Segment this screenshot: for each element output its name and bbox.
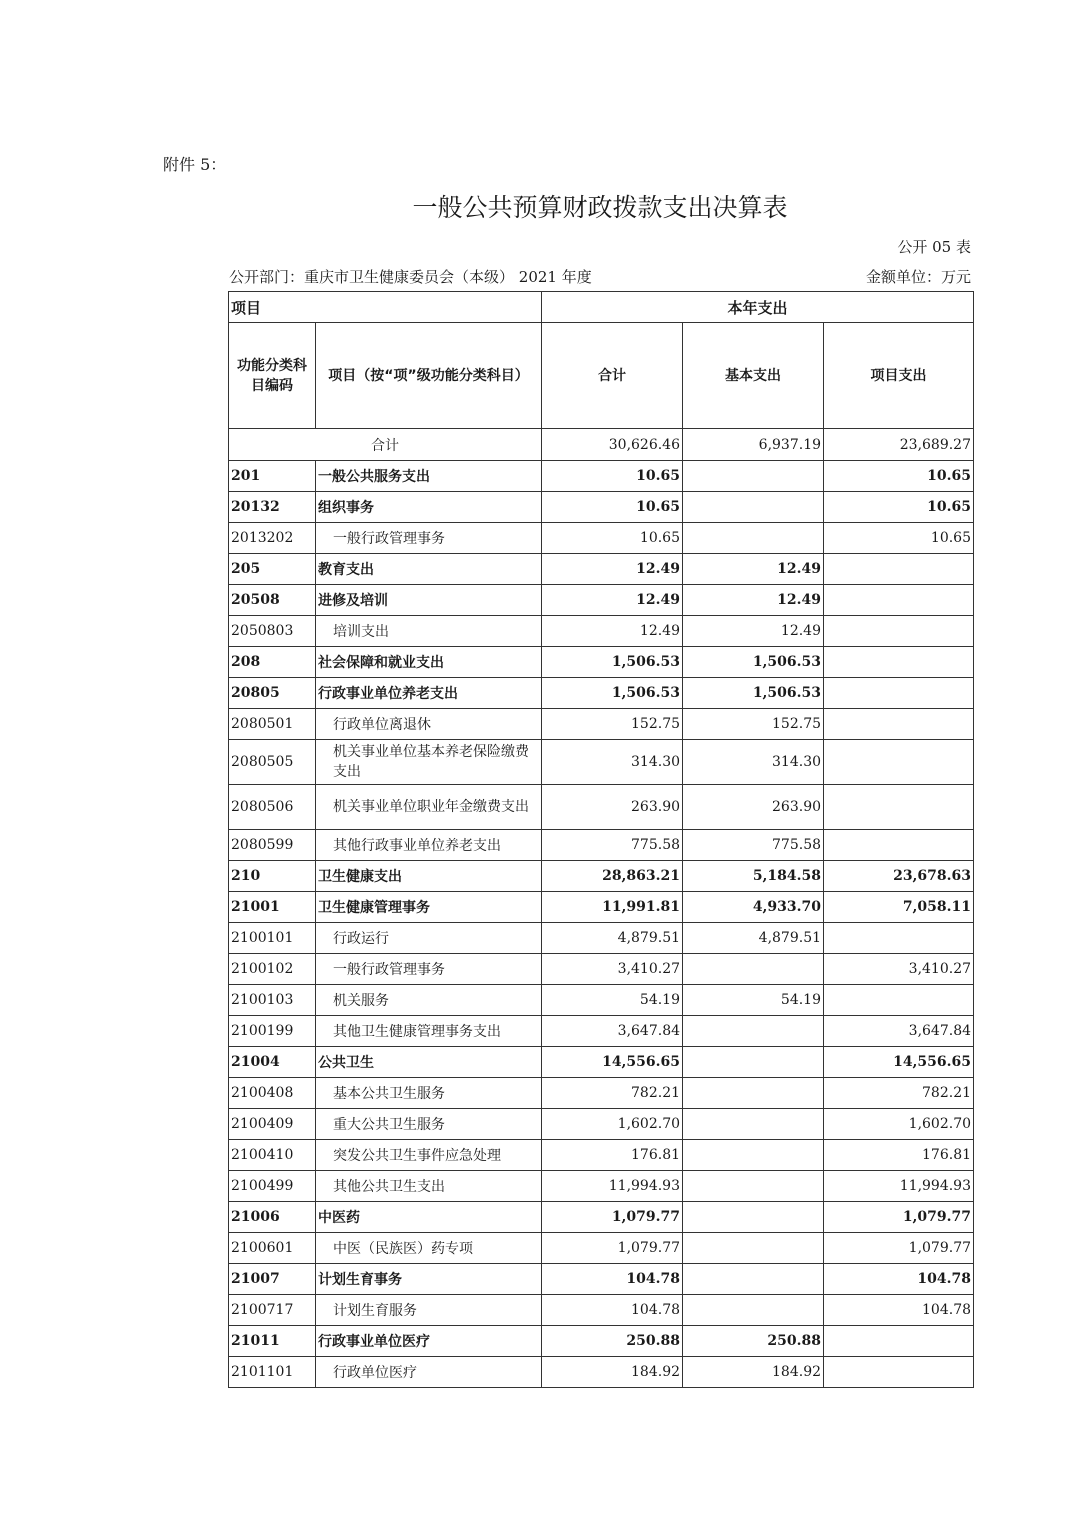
row-code: 21011 xyxy=(229,1326,316,1357)
table-row xyxy=(229,1109,974,1140)
total-row-project: 23,689.27 xyxy=(824,429,974,461)
table-row xyxy=(229,740,974,785)
row-project: 7,058.11 xyxy=(824,892,974,923)
row-project xyxy=(824,709,974,740)
table-row xyxy=(229,1264,974,1295)
row-code: 2080599 xyxy=(229,830,316,861)
row-total: 11,991.81 xyxy=(542,892,683,923)
table-row xyxy=(229,554,974,585)
row-name: 一般公共服务支出 xyxy=(316,461,542,492)
table-row xyxy=(229,1047,974,1078)
header-current-year: 本年支出 xyxy=(542,292,974,323)
row-name: 一般行政管理事务 xyxy=(316,523,542,554)
row-total: 54.19 xyxy=(542,985,683,1016)
row-total: 176.81 xyxy=(542,1140,683,1171)
row-basic xyxy=(683,1047,824,1078)
row-code: 2013202 xyxy=(229,523,316,554)
row-name: 进修及培训 xyxy=(316,585,542,616)
page-title: 一般公共预算财政拨款支出决算表 xyxy=(412,193,788,222)
table-row xyxy=(229,1202,974,1233)
form-number: 公开 05 表 xyxy=(897,238,971,256)
row-total: 12.49 xyxy=(542,554,683,585)
table-row xyxy=(229,985,974,1016)
row-basic xyxy=(683,1202,824,1233)
row-total: 314.30 xyxy=(542,740,683,785)
row-name: 中医（民族医）药专项 xyxy=(316,1233,542,1264)
table-row xyxy=(229,1078,974,1109)
row-basic: 314.30 xyxy=(683,740,824,785)
table-row xyxy=(229,1171,974,1202)
table-row xyxy=(229,709,974,740)
row-project: 10.65 xyxy=(824,461,974,492)
row-code: 21001 xyxy=(229,892,316,923)
row-total: 1,602.70 xyxy=(542,1109,683,1140)
row-basic xyxy=(683,1078,824,1109)
row-basic: 12.49 xyxy=(683,616,824,647)
row-basic xyxy=(683,1016,824,1047)
table-row xyxy=(229,892,974,923)
row-basic xyxy=(683,1109,824,1140)
row-code: 208 xyxy=(229,647,316,678)
row-name: 突发公共卫生事件应急处理 xyxy=(316,1140,542,1171)
row-total: 1,079.77 xyxy=(542,1233,683,1264)
table-row xyxy=(229,616,974,647)
row-name: 行政单位医疗 xyxy=(316,1357,542,1388)
row-total: 10.65 xyxy=(542,523,683,554)
row-name: 卫生健康管理事务 xyxy=(316,892,542,923)
row-project xyxy=(824,678,974,709)
row-code: 2100717 xyxy=(229,1295,316,1326)
row-total: 11,994.93 xyxy=(542,1171,683,1202)
row-basic xyxy=(683,461,824,492)
table-row xyxy=(229,1357,974,1388)
row-project xyxy=(824,923,974,954)
row-basic: 184.92 xyxy=(683,1357,824,1388)
row-code: 20132 xyxy=(229,492,316,523)
row-name: 一般行政管理事务 xyxy=(316,954,542,985)
row-total: 1,506.53 xyxy=(542,647,683,678)
row-basic: 1,506.53 xyxy=(683,678,824,709)
row-project: 1,079.77 xyxy=(824,1233,974,1264)
row-name: 行政事业单位医疗 xyxy=(316,1326,542,1357)
table-row xyxy=(229,923,974,954)
row-project: 176.81 xyxy=(824,1140,974,1171)
row-total: 104.78 xyxy=(542,1295,683,1326)
total-row-total: 30,626.46 xyxy=(542,429,683,461)
row-name: 其他行政事业单位养老支出 xyxy=(316,830,542,861)
row-total: 104.78 xyxy=(542,1264,683,1295)
row-name: 行政事业单位养老支出 xyxy=(316,678,542,709)
row-code: 20805 xyxy=(229,678,316,709)
table-row xyxy=(229,1016,974,1047)
row-basic xyxy=(683,1140,824,1171)
row-code: 205 xyxy=(229,554,316,585)
row-total: 152.75 xyxy=(542,709,683,740)
row-basic xyxy=(683,1295,824,1326)
row-basic xyxy=(683,492,824,523)
row-project: 11,994.93 xyxy=(824,1171,974,1202)
row-project: 14,556.65 xyxy=(824,1047,974,1078)
row-basic: 152.75 xyxy=(683,709,824,740)
row-project: 3,647.84 xyxy=(824,1016,974,1047)
row-project: 104.78 xyxy=(824,1295,974,1326)
row-code: 2100101 xyxy=(229,923,316,954)
row-code: 210 xyxy=(229,861,316,892)
row-total: 12.49 xyxy=(542,585,683,616)
total-row-basic: 6,937.19 xyxy=(683,429,824,461)
row-project: 10.65 xyxy=(824,492,974,523)
row-project: 1,602.70 xyxy=(824,1109,974,1140)
table-row xyxy=(229,492,974,523)
row-code: 2100408 xyxy=(229,1078,316,1109)
row-code: 2100103 xyxy=(229,985,316,1016)
row-code: 201 xyxy=(229,461,316,492)
row-total: 263.90 xyxy=(542,785,683,830)
row-basic: 12.49 xyxy=(683,554,824,585)
row-basic: 1,506.53 xyxy=(683,647,824,678)
row-total: 1,506.53 xyxy=(542,678,683,709)
table-row xyxy=(229,523,974,554)
table-row xyxy=(229,830,974,861)
row-basic xyxy=(683,1233,824,1264)
row-code: 21006 xyxy=(229,1202,316,1233)
department-label: 公开部门：重庆市卫生健康委员会（本级） 2021 年度 xyxy=(229,268,592,286)
row-total: 10.65 xyxy=(542,492,683,523)
row-name: 机关服务 xyxy=(316,985,542,1016)
row-total: 28,863.21 xyxy=(542,861,683,892)
row-name: 行政单位离退休 xyxy=(316,709,542,740)
row-code: 2100601 xyxy=(229,1233,316,1264)
row-basic: 54.19 xyxy=(683,985,824,1016)
row-code: 2100199 xyxy=(229,1016,316,1047)
row-project: 104.78 xyxy=(824,1264,974,1295)
table-row xyxy=(229,461,974,492)
header-basic: 基本支出 xyxy=(683,323,824,429)
row-name: 教育支出 xyxy=(316,554,542,585)
header-name: 项目（按“项”级功能分类科目） xyxy=(316,323,542,429)
total-row-label: 合计 xyxy=(229,429,542,461)
row-name: 卫生健康支出 xyxy=(316,861,542,892)
attachment-label: 附件 5： xyxy=(163,155,227,174)
table-row xyxy=(229,861,974,892)
row-basic xyxy=(683,523,824,554)
row-basic: 263.90 xyxy=(683,785,824,830)
row-project xyxy=(824,1326,974,1357)
row-basic xyxy=(683,1171,824,1202)
row-basic xyxy=(683,1264,824,1295)
row-basic xyxy=(683,954,824,985)
row-code: 2080501 xyxy=(229,709,316,740)
row-total: 250.88 xyxy=(542,1326,683,1357)
row-name: 组织事务 xyxy=(316,492,542,523)
row-total: 14,556.65 xyxy=(542,1047,683,1078)
row-project xyxy=(824,554,974,585)
row-code: 20508 xyxy=(229,585,316,616)
row-project xyxy=(824,1357,974,1388)
table-row xyxy=(229,678,974,709)
row-code: 2101101 xyxy=(229,1357,316,1388)
row-project xyxy=(824,585,974,616)
table-row xyxy=(229,785,974,830)
row-total: 10.65 xyxy=(542,461,683,492)
row-total: 12.49 xyxy=(542,616,683,647)
row-code: 2100499 xyxy=(229,1171,316,1202)
row-name: 机关事业单位职业年金缴费支出 xyxy=(316,785,542,830)
table-row xyxy=(229,954,974,985)
row-total: 3,410.27 xyxy=(542,954,683,985)
table-row xyxy=(229,1140,974,1171)
row-basic: 775.58 xyxy=(683,830,824,861)
unit-label: 金额单位：万元 xyxy=(865,268,971,286)
row-project xyxy=(824,616,974,647)
row-name: 机关事业单位基本养老保险缴费支出 xyxy=(316,740,542,785)
row-project: 23,678.63 xyxy=(824,861,974,892)
expenditure-table xyxy=(228,291,974,1388)
row-total: 184.92 xyxy=(542,1357,683,1388)
row-code: 2080505 xyxy=(229,740,316,785)
row-basic: 12.49 xyxy=(683,585,824,616)
row-code: 2080506 xyxy=(229,785,316,830)
row-project xyxy=(824,830,974,861)
table-row xyxy=(229,585,974,616)
row-project xyxy=(824,740,974,785)
row-code: 2100409 xyxy=(229,1109,316,1140)
row-name: 培训支出 xyxy=(316,616,542,647)
table-row xyxy=(229,1326,974,1357)
row-total: 4,879.51 xyxy=(542,923,683,954)
row-project xyxy=(824,985,974,1016)
header-total: 合计 xyxy=(542,323,683,429)
row-name: 基本公共卫生服务 xyxy=(316,1078,542,1109)
row-name: 其他卫生健康管理事务支出 xyxy=(316,1016,542,1047)
table-row xyxy=(229,1233,974,1264)
row-name: 其他公共卫生支出 xyxy=(316,1171,542,1202)
header-project-exp: 项目支出 xyxy=(824,323,974,429)
row-code: 2100102 xyxy=(229,954,316,985)
row-project: 3,410.27 xyxy=(824,954,974,985)
header-code: 功能分类科目编码 xyxy=(229,323,316,429)
row-project: 1,079.77 xyxy=(824,1202,974,1233)
row-name: 计划生育事务 xyxy=(316,1264,542,1295)
row-code: 21007 xyxy=(229,1264,316,1295)
row-name: 行政运行 xyxy=(316,923,542,954)
row-basic: 4,879.51 xyxy=(683,923,824,954)
row-project: 10.65 xyxy=(824,523,974,554)
row-name: 中医药 xyxy=(316,1202,542,1233)
row-name: 公共卫生 xyxy=(316,1047,542,1078)
row-code: 2050803 xyxy=(229,616,316,647)
row-name: 计划生育服务 xyxy=(316,1295,542,1326)
row-project xyxy=(824,785,974,830)
row-basic: 250.88 xyxy=(683,1326,824,1357)
row-total: 1,079.77 xyxy=(542,1202,683,1233)
row-basic: 4,933.70 xyxy=(683,892,824,923)
row-name: 重大公共卫生服务 xyxy=(316,1109,542,1140)
row-code: 2100410 xyxy=(229,1140,316,1171)
row-total: 775.58 xyxy=(542,830,683,861)
row-total: 782.21 xyxy=(542,1078,683,1109)
table-row xyxy=(229,1295,974,1326)
row-name: 社会保障和就业支出 xyxy=(316,647,542,678)
table-row xyxy=(229,647,974,678)
row-basic: 5,184.58 xyxy=(683,861,824,892)
row-project: 782.21 xyxy=(824,1078,974,1109)
row-total: 3,647.84 xyxy=(542,1016,683,1047)
row-project xyxy=(824,647,974,678)
header-project: 项目 xyxy=(229,292,542,323)
row-code: 21004 xyxy=(229,1047,316,1078)
